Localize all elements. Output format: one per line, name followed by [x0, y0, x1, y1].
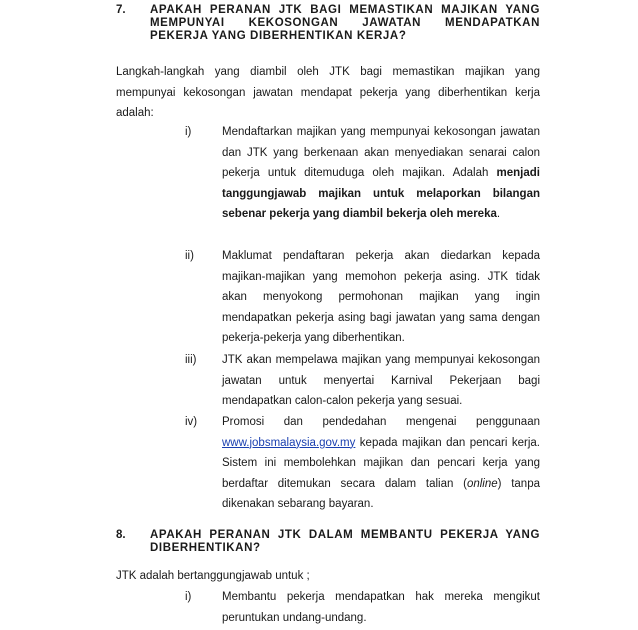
- list-item-number: iv): [185, 416, 198, 428]
- list-item-text: .: [496, 208, 501, 220]
- list-item-italic-text: online: [466, 477, 498, 490]
- section-7-intro: Langkah-langkah yang diambil oleh JTK bagi memastikan majikan yang mempunyai kekosongan jawatan mendapat pekerja yang diberhentikan kerja adalah:: [116, 66, 540, 119]
- list-item: JTK akan mempelawa majikan yang mempunyai kekosongan jawatan untuk menyertai Karnival Pekerjaan bagi mendapatkan calon-calon pekerja yang sesuai.: [222, 354, 540, 407]
- jobsmalaysia-link[interactable]: www.jobsmalaysia.gov.my: [222, 436, 356, 449]
- list-item: Maklumat pendaftaran pekerja akan diedarkan kepada majikan-majikan yang memohon pekerja asing. JTK tidak akan menyokong permohonan majikan yang ingin mendapatkan pekerja asing bagi jawatan yang sama dengan pekerja-pekerja yang diberhentikan.: [222, 250, 540, 344]
- section-8-intro: JTK adalah bertanggungjawab untuk ;: [116, 570, 310, 582]
- section-7-number: 7.: [116, 4, 126, 16]
- list-item-text: Mendaftarkan majikan yang mempunyai kekosongan jawatan dan JTK yang berkenaan akan menyediakan senarai calon pekerja untuk ditemuduga oleh majikan. Adalah: [222, 126, 540, 179]
- list-item: Membantu pekerja mendapatkan hak mereka mengikut peruntukan undang-undang.: [222, 591, 540, 624]
- list-item-number: iii): [185, 354, 197, 366]
- list-item-text: Promosi dan pendedahan mengenai penggunaan: [222, 416, 540, 428]
- list-item-text: kepada majikan dan pencari kerja. Sistem ini membolehkan majikan dan pencari kerja yang berdaftar ditemukan secara dalam talian (: [222, 436, 540, 490]
- list-item-number: ii): [185, 250, 194, 262]
- list-item-text: ) tanpa dikenakan sebarang bayaran.: [222, 477, 540, 510]
- section-7-heading: APAKAH PERANAN JTK BAGI MEMASTIKAN MAJIKAN YANG MEMPUNYAI KEKOSONGAN JAWATAN MENDAPATKAN PEKERJA YANG DIBERHENTIKAN KERJA?: [150, 4, 540, 42]
- list-item: [222, 122, 540, 225]
- list-item-number: i): [185, 126, 192, 138]
- section-8-heading: APAKAH PERANAN JTK DALAM MEMBANTU PEKERJA YANG DIBERHENTIKAN?: [150, 529, 540, 554]
- section-8-number: 8.: [116, 529, 126, 541]
- list-item: [222, 412, 540, 515]
- list-item-number: i): [185, 591, 192, 603]
- list-item-bold-text: menjadi tanggungjawab majikan untuk melaporkan bilangan sebenar pekerja yang diambil bekerja oleh mereka: [222, 167, 540, 220]
